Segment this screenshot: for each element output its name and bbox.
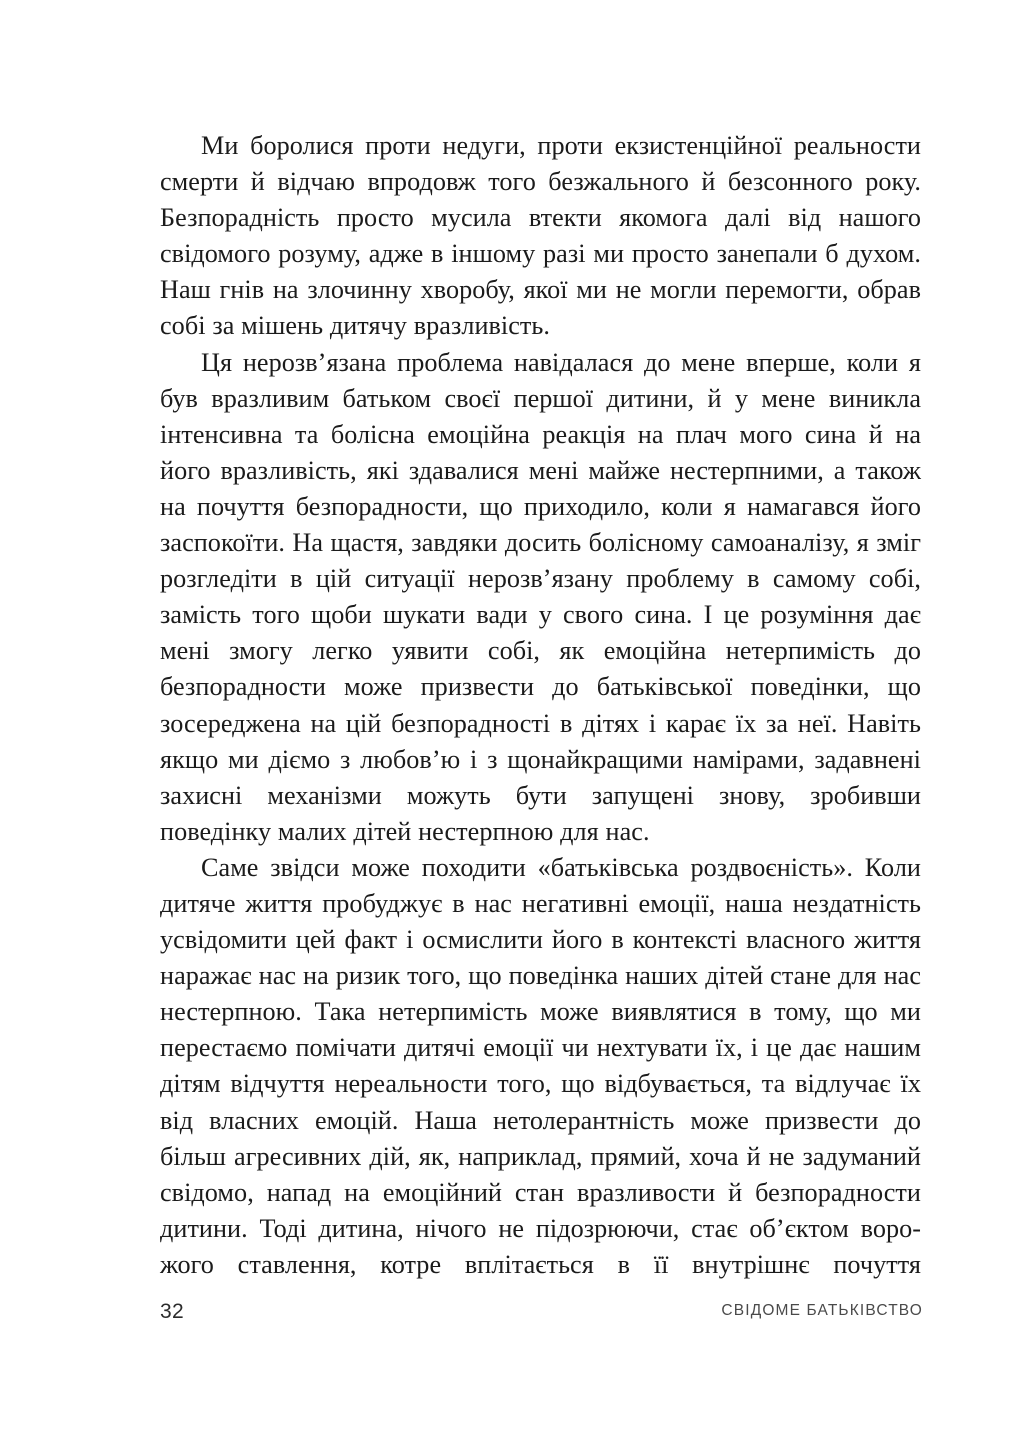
paragraph-2: Ця нерозв’язана проблема навідалася до мене вперше, коли я був вразливим батьком своєї першої дитини, й у мене виникла інтенсивна та болісна емоційна реакція на плач мого сина й на його вразливість, які здавалися мені майже нестерпними, а також на почуття безпорадности, що приходило, коли я намагався його заспокоїти. На щастя, завдяки досить болісному самоаналізу, я зміг розгледіти в цій ситуації нерозв’язану проблему в самому собі, замість того щоби шукати вади у свого сина. І це розуміння дає мені змогу легко уявити собі, як емоційна нетерпимість до безпорадности може призвести до батьківської поведінки, що зосереджена на цій безпорадності в дітях і карає їх за неї. Навіть якщо ми діємо з любов’ю і з щонайкращими намірами, задавнені захисні механізми можуть бути запущені знову, зробивши поведінку малих дітей нестерпною для нас. [160,347,921,846]
page-footer [160,1296,923,1326]
page-text-block [160,128,921,1283]
running-head: СВІДОМЕ БАТЬКІВСТВО [721,1302,923,1320]
paragraph-3: Саме звідси може походити «батьківська роздвоєність». Коли дитяче життя пробуджує в нас негативні емоції, наша нездатність усвідомити цей факт і осмислити його в контексті власного життя наражає нас на ризик того, що поведінка наших дітей стане для нас нестерпною. Така нетерпимість може виявлятися в тому, що ми перестаємо помічати дитячі емоції чи нехтувати їх, і це дає нашим дітям відчуття нереальности того, що відбувається, та відлучає їх від власних емоцій. Наша нетолерантність може призвести до більш агресивних дій, як, наприклад, прямий, хоча й не задуманий свідомо, напад на емоційний стан вразливости й безпорадности дитини. Тоді дитина, нічого не підозрюючи, стає об’єктом ворожого ставлення, котре вплітається в її внутрішнє почуття [160,852,921,1279]
paragraph-1: Ми боролися проти недуги, проти екзистенційної реальности смерти й відчаю впродовж того безжального й безсонного року. Безпорадність просто мусила втекти якомога далі від нашого свідомого розуму, адже в іншому разі ми просто занепали б духом. Наш гнів на злочинну хворобу, якої ми не могли перемогти, обрав собі за мішень дитячу вразливість. [160,131,921,341]
page-number: 32 [160,1299,184,1323]
